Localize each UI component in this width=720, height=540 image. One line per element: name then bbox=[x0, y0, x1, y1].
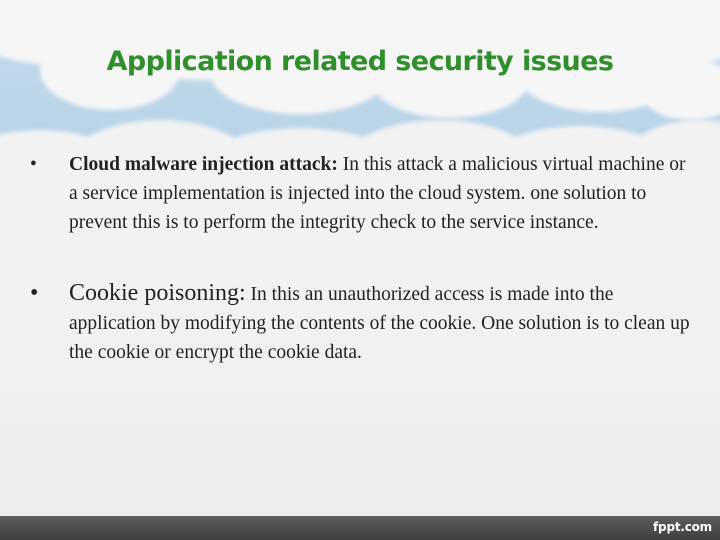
bullet-term: Cookie poisoning: bbox=[69, 280, 246, 306]
bullet-marker: • bbox=[30, 280, 39, 306]
bullet-list bbox=[30, 150, 690, 367]
bullet-marker: • bbox=[30, 154, 37, 175]
bullet-term: Cloud malware injection attack: bbox=[69, 154, 338, 175]
footer-bar bbox=[0, 516, 720, 540]
bullet-text: In this an unauthorized access is made into the application by modifying the contents of the cookie. One solution is to clean up the cookie or encrypt the cookie data. bbox=[69, 284, 690, 363]
brand-label: fppt.com bbox=[653, 520, 712, 534]
bullet-item-malware-injection bbox=[30, 150, 690, 237]
slide-title: Application related security issues bbox=[106, 46, 614, 77]
bullet-item-cookie-poisoning bbox=[30, 279, 690, 367]
bullet-text: In this attack a malicious virtual machine or a service implementation is injected into the cloud system. one solution to prevent this is to perform the integrity check to the service instance. bbox=[69, 154, 686, 233]
